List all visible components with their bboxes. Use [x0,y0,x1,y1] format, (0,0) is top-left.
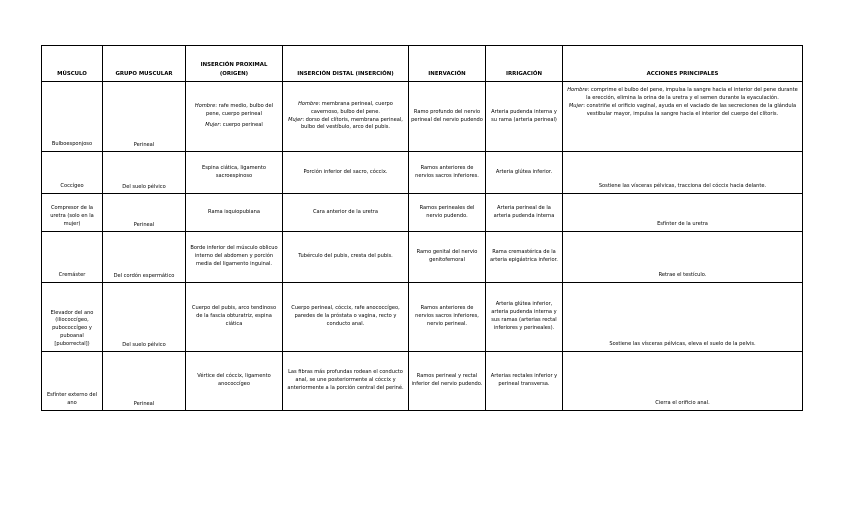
cell-inervacion: Ramos perineal y rectal inferior del nervio pudendo. [409,352,486,411]
header-grupo-muscular: GRUPO MUSCULAR [103,46,186,82]
cell-irrigacion: Arteria pudenda interna y su rama (arteria perineal) [486,82,563,152]
cell-inervacion: Ramos anteriores de nervios sacros inferiores, nervio perineal. [409,283,486,352]
cell-acciones: Esfínter de la uretra [563,194,803,232]
insercion-hombre: : membrana perineal, cuerpo cavernoso, bulbo del pene. [310,100,393,115]
cell-inervacion: Ramo profundo del nervio perineal del nervio pudendo [409,82,486,152]
cell-insercion: Porción inferior del sacro, cóccix. [283,152,409,194]
hombre-label: Hombre [194,103,216,110]
cell-insercion: Cara anterior de la uretra [283,194,409,232]
table-row [42,283,803,352]
cell-origen: Rama isquiopubiana [186,194,283,232]
cell-irrigacion: Arteria perineal de la arteria pudenda interna [486,194,563,232]
cell-acciones: Cierra el orificio anal. [563,352,803,411]
cell-inervacion: Ramos perineales del nervio pudendo. [409,194,486,232]
cell-grupo: Del suelo pélvico [103,152,186,194]
origen-mujer: : cuerpo perineal [219,121,263,128]
header-irrigacion: IRRIGACIÓN [486,46,563,82]
cell-irrigacion: Arterias rectales inferior y perineal transversa. [486,352,563,411]
header-acciones: ACCIONES PRINCIPALES [563,46,803,82]
cell-acciones: Sostiene las vísceras pélvicas, tracciona del cóccix hacia delante. [563,152,803,194]
cell-acciones: Sostiene las vísceras pélvicas, eleva el suelo de la pelvis. [563,283,803,352]
table-row [42,152,803,194]
mujer-label: Mujer [568,102,584,109]
cell-musculo: Elevador del ano (iliococcígeo, pubococcígeo y puboanal [puborrectal]) [42,283,103,352]
cell-musculo: Esfínter externo del ano [42,352,103,411]
cell-grupo: Del suelo pélvico [103,283,186,352]
cell-musculo: Bulboesponjoso [42,82,103,152]
cell-musculo: Coccígeo [42,152,103,194]
cell-origen: Borde inferior del músculo oblicuo interno del abdomen y porción media del ligamento inguinal. [186,232,283,283]
cell-inervacion: Ramo genital del nervio genitofemoral [409,232,486,283]
cell-origen: Cuerpo del pubis, arco tendinoso de la fascia obturatriz, espina ciática [186,283,283,352]
cell-irrigacion: Arteria glútea inferior, arteria pudenda interna y sus ramas (arterias rectal inferiores y perineales). [486,283,563,352]
muscle-table [41,45,803,411]
acciones-mujer: : constriñe el orificio vaginal, ayuda en el vaciado de las secreciones de la glándula vestibular mayor, impulsa la sangre hacia el interior del cuerpo del clítoris. [583,102,797,117]
cell-grupo: Del cordón espermático [103,232,186,283]
cell-acciones: Retrae el testículo. [563,232,803,283]
cell-musculo: Compresor de la uretra (solo en la mujer) [42,194,103,232]
cell-inervacion: Ramos anteriores de nervios sacros inferiores. [409,152,486,194]
hombre-label: Hombre [567,87,588,93]
cell-grupo: Perineal [103,82,186,152]
cell-acciones [563,82,803,152]
cell-origen: Espina ciática, ligamento sacroespinoso [186,152,283,194]
cell-origen [186,82,283,152]
cell-insercion: Las fibras más profundas rodean el conducto anal, se une posteriormente al cóccix y anteriormente a la porción central del periné. [283,352,409,411]
header-insercion-distal: INSERCIÓN DISTAL (INSERCIÓN) [283,46,409,82]
acciones-hombre: : comprime el bulbo del pene, impulsa la sangre hacia el interior del pene durante la erección, elimina la orina de la uretra y el semen durante la eyaculación. [586,87,798,101]
table-row [42,232,803,283]
mujer-label: Mujer [288,116,303,123]
hombre-label: Hombre [298,100,319,107]
cell-insercion: Tubérculo del pubis, cresta del pubis. [283,232,409,283]
origen-hombre: : rafe medio, bulbo del pene, cuerpo perineal [206,103,274,118]
cell-insercion: Cuerpo perineal, cóccix, rafe anococcígeo, paredes de la próstata o vagina, recto y conducto anal. [283,283,409,352]
cell-grupo: Perineal [103,194,186,232]
insercion-mujer: : dorso del clítoris, membrana perineal, bulbo del vestíbulo, arco del pubis. [300,116,403,131]
cell-irrigacion: Rama cremastérica de la arteria epigástrica inferior. [486,232,563,283]
cell-insercion [283,82,409,152]
table-row [42,82,803,152]
table-row [42,352,803,411]
table-row [42,194,803,232]
cell-grupo: Perineal [103,352,186,411]
header-musculo: MÚSCULO [42,46,103,82]
header-inervacion: INERVACIÓN [409,46,486,82]
cell-origen: Vértice del cóccix, ligamento anococcígeo [186,352,283,411]
header-insercion-proximal: INSERCIÓN PROXIMAL (ORIGEN) [186,46,283,82]
cell-irrigacion: Arteria glútea inferior. [486,152,563,194]
cell-musculo: Cremáster [42,232,103,283]
header-row [42,46,803,82]
mujer-label: Mujer [205,121,220,128]
